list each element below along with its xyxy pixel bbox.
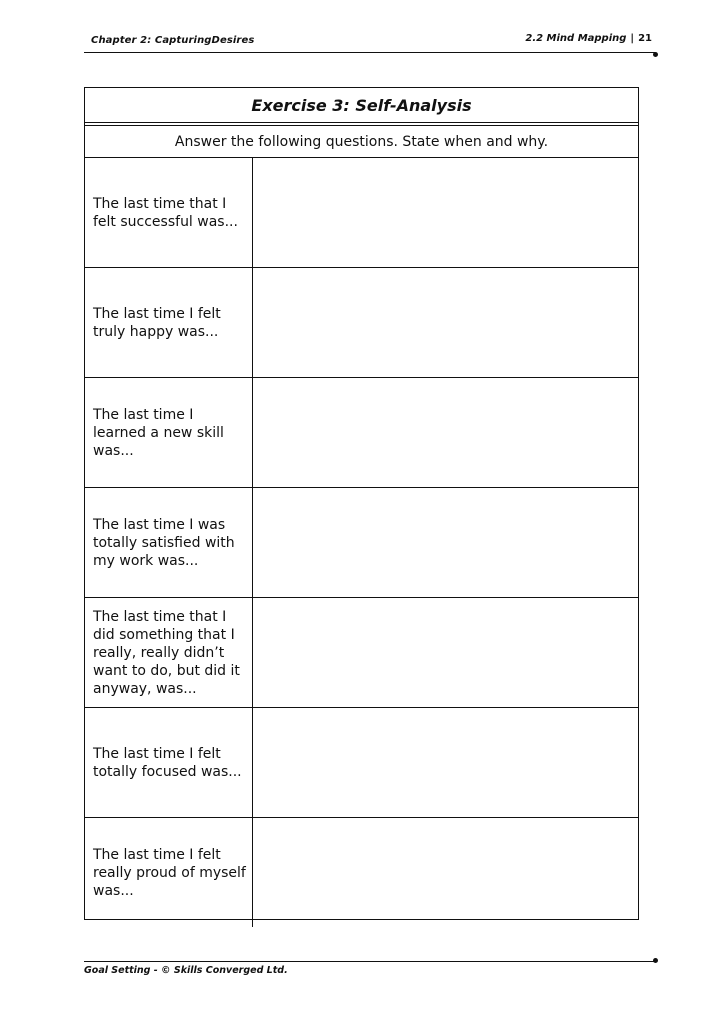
question-text: The last time I was totally satisfied with my work was... (85, 488, 253, 597)
chapter-title: Chapter 2: CapturingDesires (91, 35, 255, 46)
section-header (525, 33, 652, 44)
question-row (85, 818, 638, 927)
question-row (85, 158, 638, 268)
answer-cell[interactable] (253, 268, 638, 377)
answer-cell[interactable] (253, 708, 638, 817)
section-title: 2.2 Mind Mapping (525, 33, 627, 44)
answer-cell[interactable] (253, 158, 638, 267)
question-row (85, 268, 638, 378)
question-row (85, 708, 638, 818)
question-row (85, 598, 638, 708)
question-text: The last time that I did something that I really, really didn’t want to do, but did it anyway, was... (85, 598, 253, 707)
exercise-instruction: Answer the following questions. State when and why. (85, 126, 638, 158)
question-row (85, 378, 638, 488)
answer-cell[interactable] (253, 488, 638, 597)
question-row (85, 488, 638, 598)
exercise-title: Exercise 3: Self-Analysis (85, 88, 638, 123)
answer-cell[interactable] (253, 598, 638, 707)
question-text: The last time I learned a new skill was... (85, 378, 253, 487)
answer-cell[interactable] (253, 818, 638, 927)
exercise-table (84, 87, 639, 920)
footer-rule-dot (653, 958, 658, 963)
answer-cell[interactable] (253, 378, 638, 487)
header-rule-dot (653, 52, 658, 57)
question-text: The last time I felt totally focused was... (85, 708, 253, 817)
question-text: The last time that I felt successful was... (85, 158, 253, 267)
question-text: The last time I felt truly happy was... (85, 268, 253, 377)
page-number: 21 (638, 33, 652, 44)
header-rule (84, 52, 655, 53)
footer-text: Goal Setting - © Skills Converged Ltd. (84, 965, 288, 976)
header-separator: | (630, 33, 635, 44)
question-text: The last time I felt really proud of myself was... (85, 818, 253, 927)
footer-rule (84, 961, 655, 962)
